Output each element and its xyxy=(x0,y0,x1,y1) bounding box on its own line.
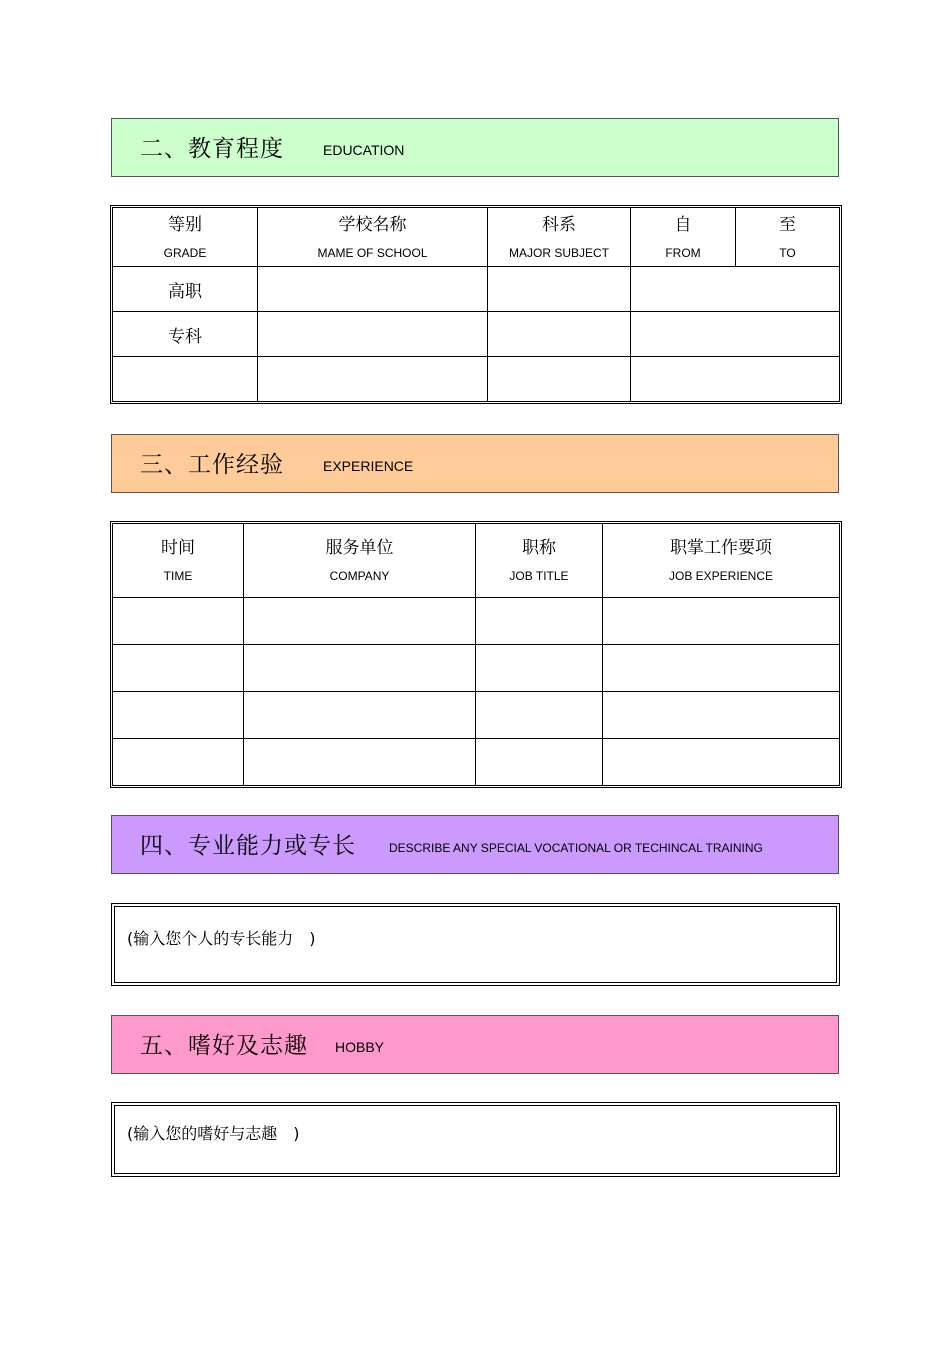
experience-header-company: 服务单位 COMPANY xyxy=(244,524,476,598)
hobby-section-header xyxy=(111,1015,839,1074)
education-major-cell[interactable] xyxy=(488,357,631,402)
skills-placeholder: (输入您个人的专长能力 ) xyxy=(127,929,316,948)
table-row xyxy=(113,357,840,402)
table-row xyxy=(113,598,840,645)
education-period-cell[interactable] xyxy=(631,357,840,402)
experience-duty-cell[interactable] xyxy=(603,739,840,786)
education-major-cell[interactable] xyxy=(488,267,631,312)
hobby-title-cn: 五、嗜好及志趣 xyxy=(140,1033,308,1059)
education-period-cell[interactable] xyxy=(631,267,840,312)
experience-header-time: 时间 TIME xyxy=(113,524,244,598)
education-header-grade: 等别 GRADE xyxy=(113,208,258,267)
experience-company-cell[interactable] xyxy=(244,692,476,739)
experience-time-cell[interactable] xyxy=(113,739,244,786)
skills-section-header xyxy=(111,815,839,874)
education-table xyxy=(112,207,840,402)
skills-title-cn: 四、专业能力或专长 xyxy=(140,833,356,859)
experience-table xyxy=(112,523,840,786)
experience-company-cell[interactable] xyxy=(244,739,476,786)
education-grade-cell: 高职 xyxy=(113,267,258,312)
education-title-en: EDUCATION xyxy=(323,142,405,158)
table-row xyxy=(113,645,840,692)
education-grade-cell[interactable] xyxy=(113,357,258,402)
table-row xyxy=(113,692,840,739)
education-section-header xyxy=(111,118,839,177)
table-row xyxy=(113,267,840,312)
experience-company-cell[interactable] xyxy=(244,645,476,692)
education-header-school: 学校名称 MAME OF SCHOOL xyxy=(258,208,488,267)
experience-title-cell[interactable] xyxy=(476,692,603,739)
experience-title-cell[interactable] xyxy=(476,598,603,645)
experience-duty-cell[interactable] xyxy=(603,692,840,739)
education-header-major: 科系 MAJOR SUBJECT xyxy=(488,208,631,267)
education-major-cell[interactable] xyxy=(488,312,631,357)
experience-header-job-experience: 职掌工作要项 JOB EXPERIENCE xyxy=(603,524,840,598)
experience-duty-cell[interactable] xyxy=(603,598,840,645)
hobby-placeholder: (输入您的嗜好与志趣 ) xyxy=(127,1124,300,1143)
experience-title-cell[interactable] xyxy=(476,739,603,786)
experience-time-cell[interactable] xyxy=(113,598,244,645)
experience-header-row xyxy=(113,524,840,598)
skills-input-box[interactable] xyxy=(111,903,840,986)
experience-company-cell[interactable] xyxy=(244,598,476,645)
education-school-cell[interactable] xyxy=(258,312,488,357)
experience-section-header xyxy=(111,434,839,493)
experience-title-cn: 三、工作经验 xyxy=(140,452,284,478)
table-row xyxy=(113,312,840,357)
skills-title-en: DESCRIBE ANY SPECIAL VOCATIONAL OR TECHINCAL TRAINING xyxy=(389,841,763,855)
experience-title-cell[interactable] xyxy=(476,645,603,692)
experience-duty-cell[interactable] xyxy=(603,645,840,692)
experience-time-cell[interactable] xyxy=(113,645,244,692)
education-title-cn: 二、教育程度 xyxy=(140,136,284,162)
table-row xyxy=(113,739,840,786)
education-period-cell[interactable] xyxy=(631,312,840,357)
experience-title-en: EXPERIENCE xyxy=(323,458,414,474)
hobby-input-box[interactable] xyxy=(111,1102,840,1177)
education-school-cell[interactable] xyxy=(258,357,488,402)
education-header-to: 至 TO xyxy=(736,208,840,267)
education-grade-cell: 专科 xyxy=(113,312,258,357)
experience-time-cell[interactable] xyxy=(113,692,244,739)
experience-header-job-title: 职称 JOB TITLE xyxy=(476,524,603,598)
hobby-title-en: HOBBY xyxy=(335,1039,385,1055)
education-header-row xyxy=(113,208,840,267)
education-header-from: 自 FROM xyxy=(631,208,736,267)
education-school-cell[interactable] xyxy=(258,267,488,312)
